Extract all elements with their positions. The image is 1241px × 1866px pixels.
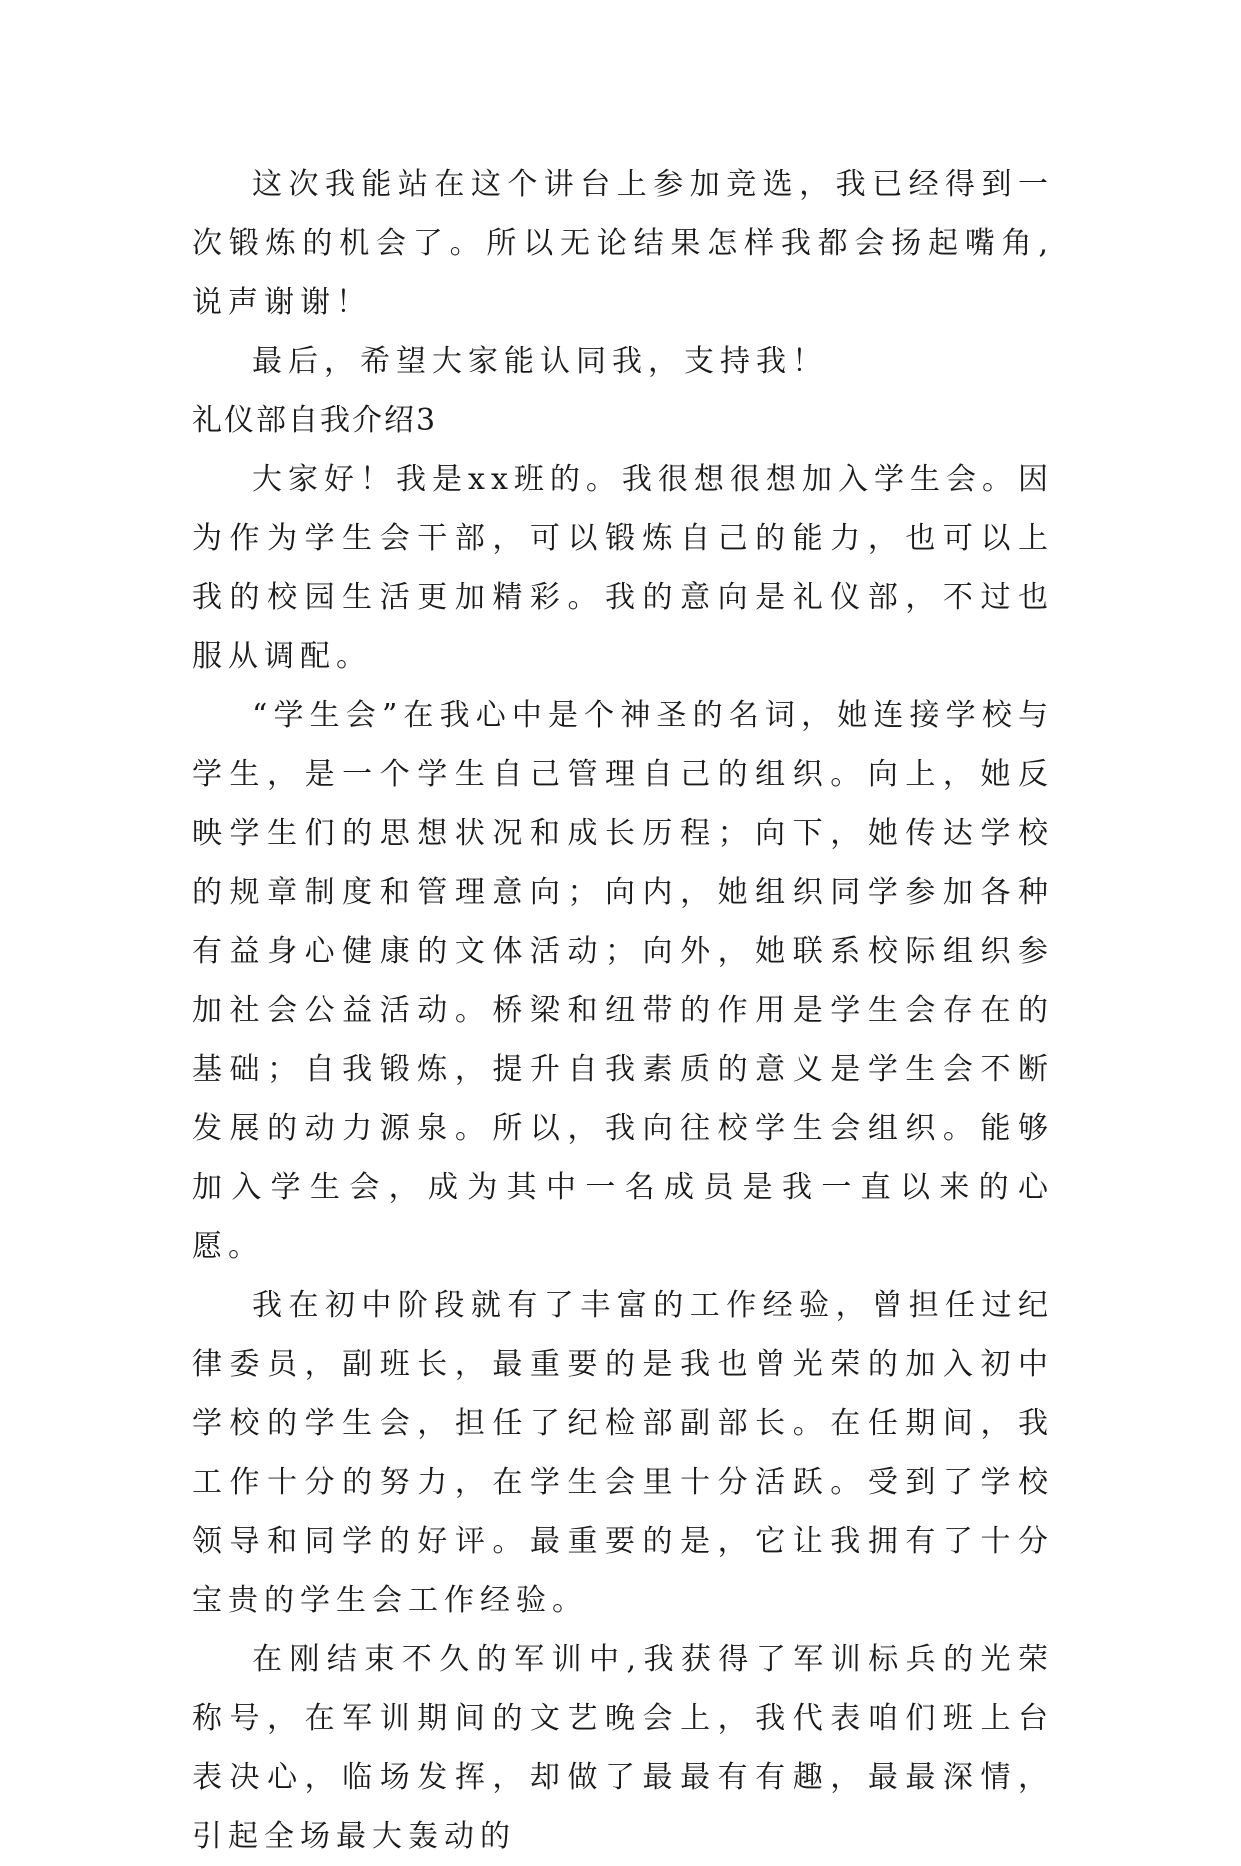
document-body <box>192 155 1054 1866</box>
paragraph-closing-thanks: 这次我能站在这个讲台上参加竞选，我已经得到一次锻炼的机会了。所以无论结果怎样我都会扬起嘴角,说声谢谢！ <box>192 167 1054 320</box>
paragraph-experience: 我在初中阶段就有了丰富的工作经验，曾担任过纪律委员，副班长，最重要的是我也曾光荣的加入初中学校的学生会，担任了纪检部副部长。在任期间，我工作十分的努力，在学生会里十分活跃。受到了学校领导和同学的好评。最重要的是，它让我拥有了十分宝贵的学生会工作经验。 <box>192 1288 1054 1618</box>
paragraph-greeting: 大家好！我是xx班的。我很想很想加入学生会。因为作为学生会干部，可以锻炼自己的能力，也可以上我的校园生活更加精彩。我的意向是礼仪部，不过也服从调配。 <box>192 462 1054 674</box>
paragraph-student-union: “学生会”在我心中是个神圣的名词，她连接学校与学生，是一个学生自己管理自己的组织。向上，她反映学生们的思想状况和成长历程；向下，她传达学校的规章制度和管理意向；向内，她组织同学参加各种有益身心健康的文体活动；向外，她联系校际组织参加社会公益活动。桥梁和纽带的作用是学生会存在的基础；自我锻炼，提升自我素质的意义是学生会不断发展的动力源泉。所以，我向往校学生会组织。能够加入学生会，成为其中一名成员是我一直以来的心愿。 <box>192 698 1054 1264</box>
paragraph-support-request: 最后，希望大家能认同我，支持我！ <box>252 344 828 379</box>
paragraph-military-training: 在刚结束不久的军训中,我获得了军训标兵的光荣称号，在军训期间的文艺晚会上，我代表咱们班上台表决心，临场发挥，却做了最最有有趣，最最深情，引起全场最大轰动的 <box>192 1642 1054 1854</box>
section-heading: 礼仪部自我介绍3 <box>192 403 438 438</box>
